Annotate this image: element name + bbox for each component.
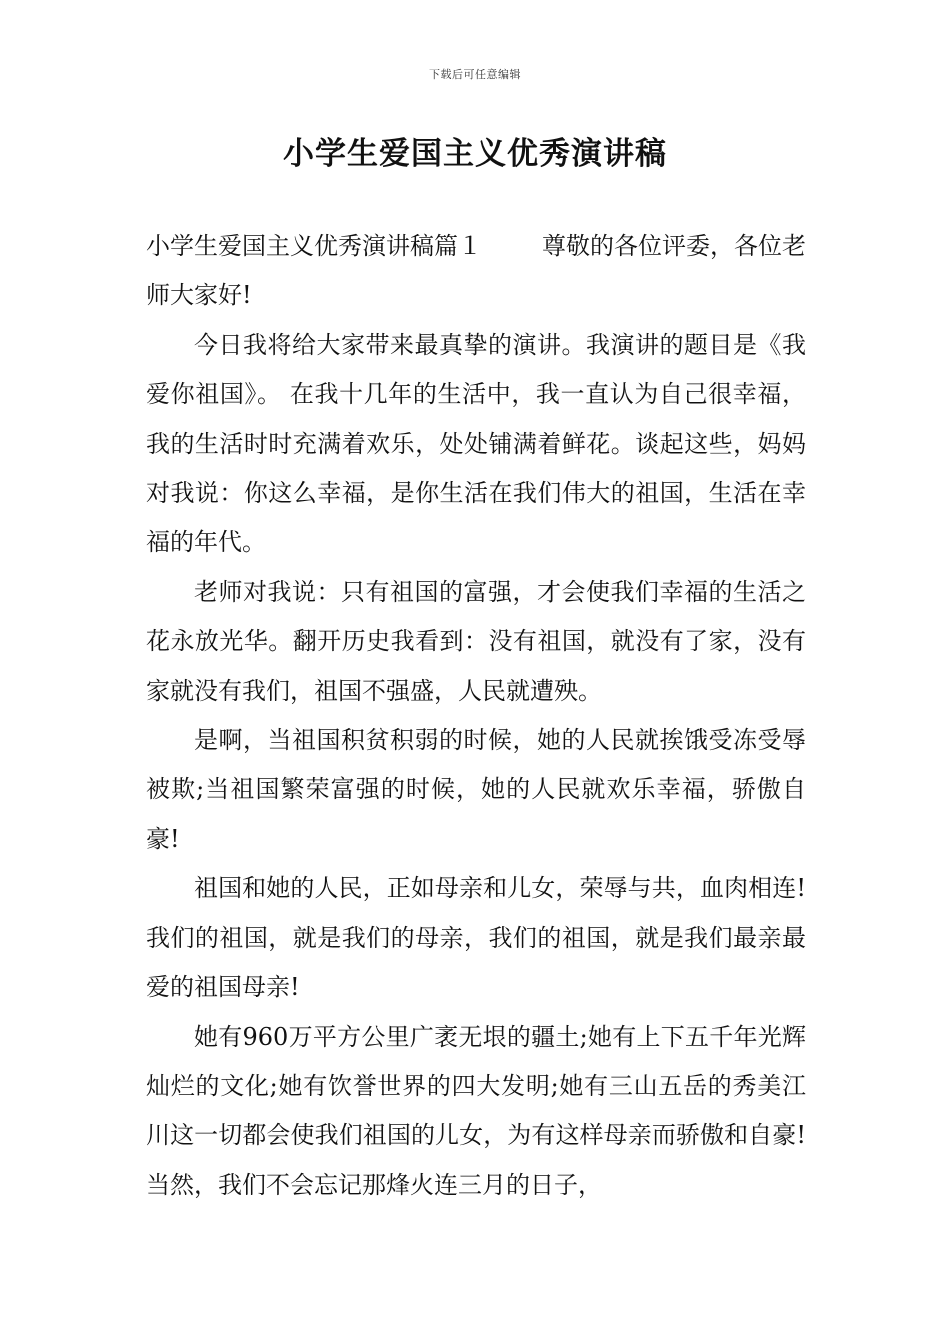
paragraph: 她有960万平方公里广袤无垠的疆土;她有上下五千年光辉灿烂的文化;她有饮誉世界的四大发明;她有三山五岳的秀美江川这一切都会使我们祖国的儿女，为有这样母亲而骄傲和自豪!当然，我们不会忘记那烽火连三月的日子， <box>146 1022 806 1199</box>
paragraph: 祖国和她的人民，正如母亲和儿女，荣辱与共，血肉相连!我们的祖国，就是我们的母亲，我们的祖国，就是我们最亲最爱的祖国母亲! <box>146 874 806 1002</box>
paragraph: 老师对我说：只有祖国的富强，才会使我们幸福的生活之花永放光华。翻开历史我看到：没有祖国，就没有了家，没有家就没有我们，祖国不强盛，人民就遭殃。 <box>146 577 806 705</box>
section-heading: 小学生爱国主义优秀演讲稿篇１ <box>146 232 482 260</box>
paragraph: 是啊，当祖国积贫积弱的时候，她的人民就挨饿受冻受辱被欺;当祖国繁荣富强的时候，她的人民就欢乐幸福，骄傲自豪! <box>146 726 806 853</box>
opening-paragraph <box>146 222 806 321</box>
document-body <box>146 222 806 1210</box>
paragraph: 今日我将给大家带来最真挚的演讲。我演讲的题目是《我爱你祖国》。 在我十几年的生活中，我一直认为自己很幸福，我的生活时时充满着欢乐，处处铺满着鲜花。谈起这些，妈妈对我说：你这么幸福，是你生活在我们伟大的祖国，生活在幸福的年代。 <box>146 330 806 557</box>
document-title: 小学生爱国主义优秀演讲稿 <box>283 136 667 172</box>
header-note: 下载后可任意编辑 <box>429 68 521 81</box>
greeting-text: 尊敬的各位评委，各位老师大家好! <box>146 232 806 310</box>
